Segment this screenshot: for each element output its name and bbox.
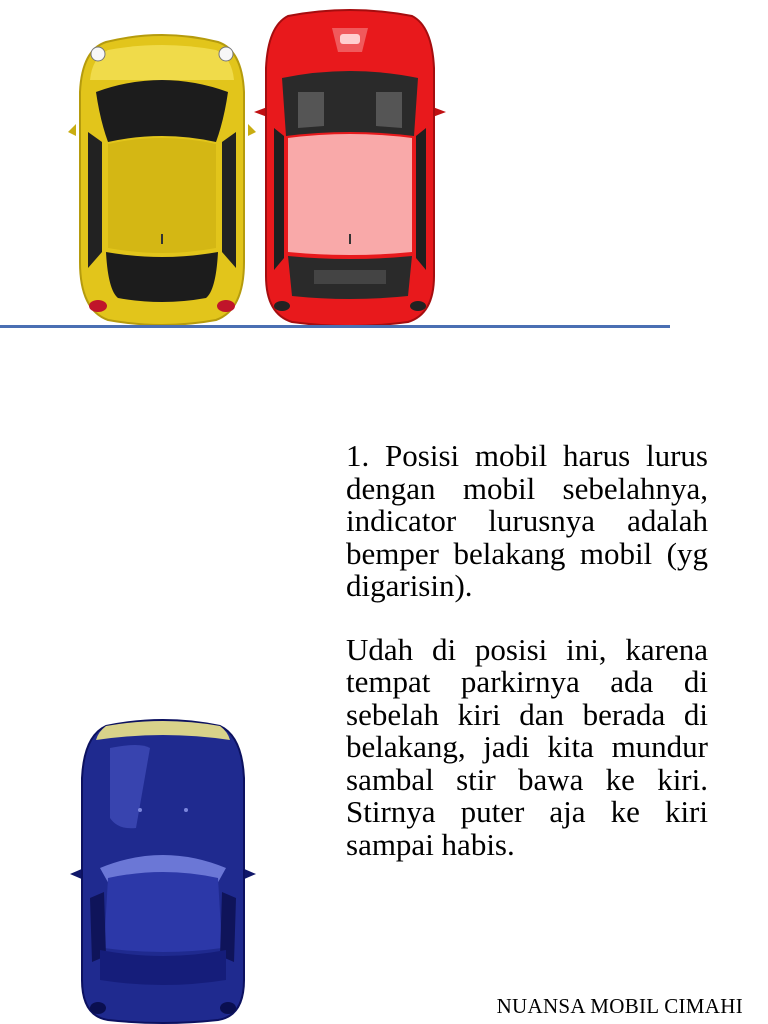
instruction-text — [346, 440, 708, 892]
footer-brand: NUANSA MOBIL CIMAHI — [496, 994, 743, 1018]
instruction-paragraph-2: Udah di posisi ini, karena tempat parkirnya ada di sebelah kiri dan berada di belakang, jadi kita mundur sambal stir bawa ke kiri. Stirnya puter aja ke kiri sampai habis. — [346, 631, 708, 862]
red-car-icon — [252, 8, 448, 326]
instruction-paragraph-1: 1. Posisi mobil harus lurus dengan mobil sebelahnya, indicator lurusnya adalah bemper belakang mobil (yg digarisin). — [346, 438, 708, 603]
yellow-car-icon — [66, 32, 258, 326]
bumper-guide-line — [0, 325, 670, 328]
blue-car-icon — [70, 718, 256, 1024]
